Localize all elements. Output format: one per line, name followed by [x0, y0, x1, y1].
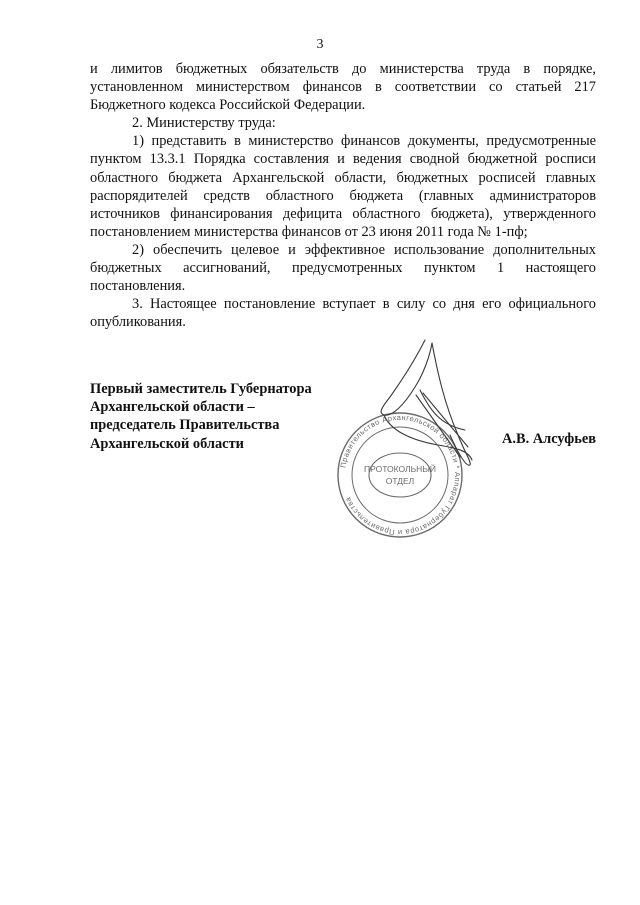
seal-inner-text: ОТДЕЛ: [385, 476, 415, 486]
page-number: 3: [316, 37, 324, 52]
paragraph-item-2: 2. Министерству труда:: [132, 115, 276, 132]
document-body: [90, 60, 596, 331]
seal-inner-text: ПРОТОКОЛЬНЫЙ: [364, 464, 436, 474]
signer-name: А.В. Алсуфьев: [501, 431, 596, 447]
paragraph-continuation: и лимитов бюджетных обязательств до министерства труда в порядке, установленном министерством финансов в соответствии со статьей 217 Бюджетного кодекса Российской Федерации.: [90, 61, 596, 114]
stamp-and-signature: [320, 335, 480, 550]
signer-position-line: Архангельской области –: [90, 399, 255, 416]
paragraph-subitem-2: 2) обеспечить целевое и эффективное использование дополнительных бюджетных ассигнований, предусмотренных пунктом 1 настоящего постановления.: [90, 241, 596, 295]
signer-position-line: Первый заместитель Губернатора: [90, 381, 312, 397]
paragraph-item-3: 3. Настоящее постановление вступает в силу со дня его официального опубликования.: [90, 296, 596, 331]
handwritten-signature: [381, 340, 472, 465]
signer-position-line: председатель Правительства: [90, 417, 280, 434]
signer-position: [90, 380, 312, 453]
paragraph-subitem-1: 1) представить в министерство финансов документы, предусмотренные пунктом 13.3.1 Порядка составления и ведения сводной бюджетной росписи областного бюджета Архангельской области, бюджетных росписей главных распорядителей средств областного бюджета (главных администраторов источников финансирования дефицита областного бюджета), утвержденного постановлением министерства финансов от 23 июня 2011 года № 1-пф;: [90, 133, 596, 240]
official-seal: [338, 413, 462, 537]
seal-ring-text: Правительство Архангельской области * Аппарат Губернатора и Правительства: [338, 412, 463, 538]
signer-position-line: Архангельской области: [90, 435, 244, 452]
